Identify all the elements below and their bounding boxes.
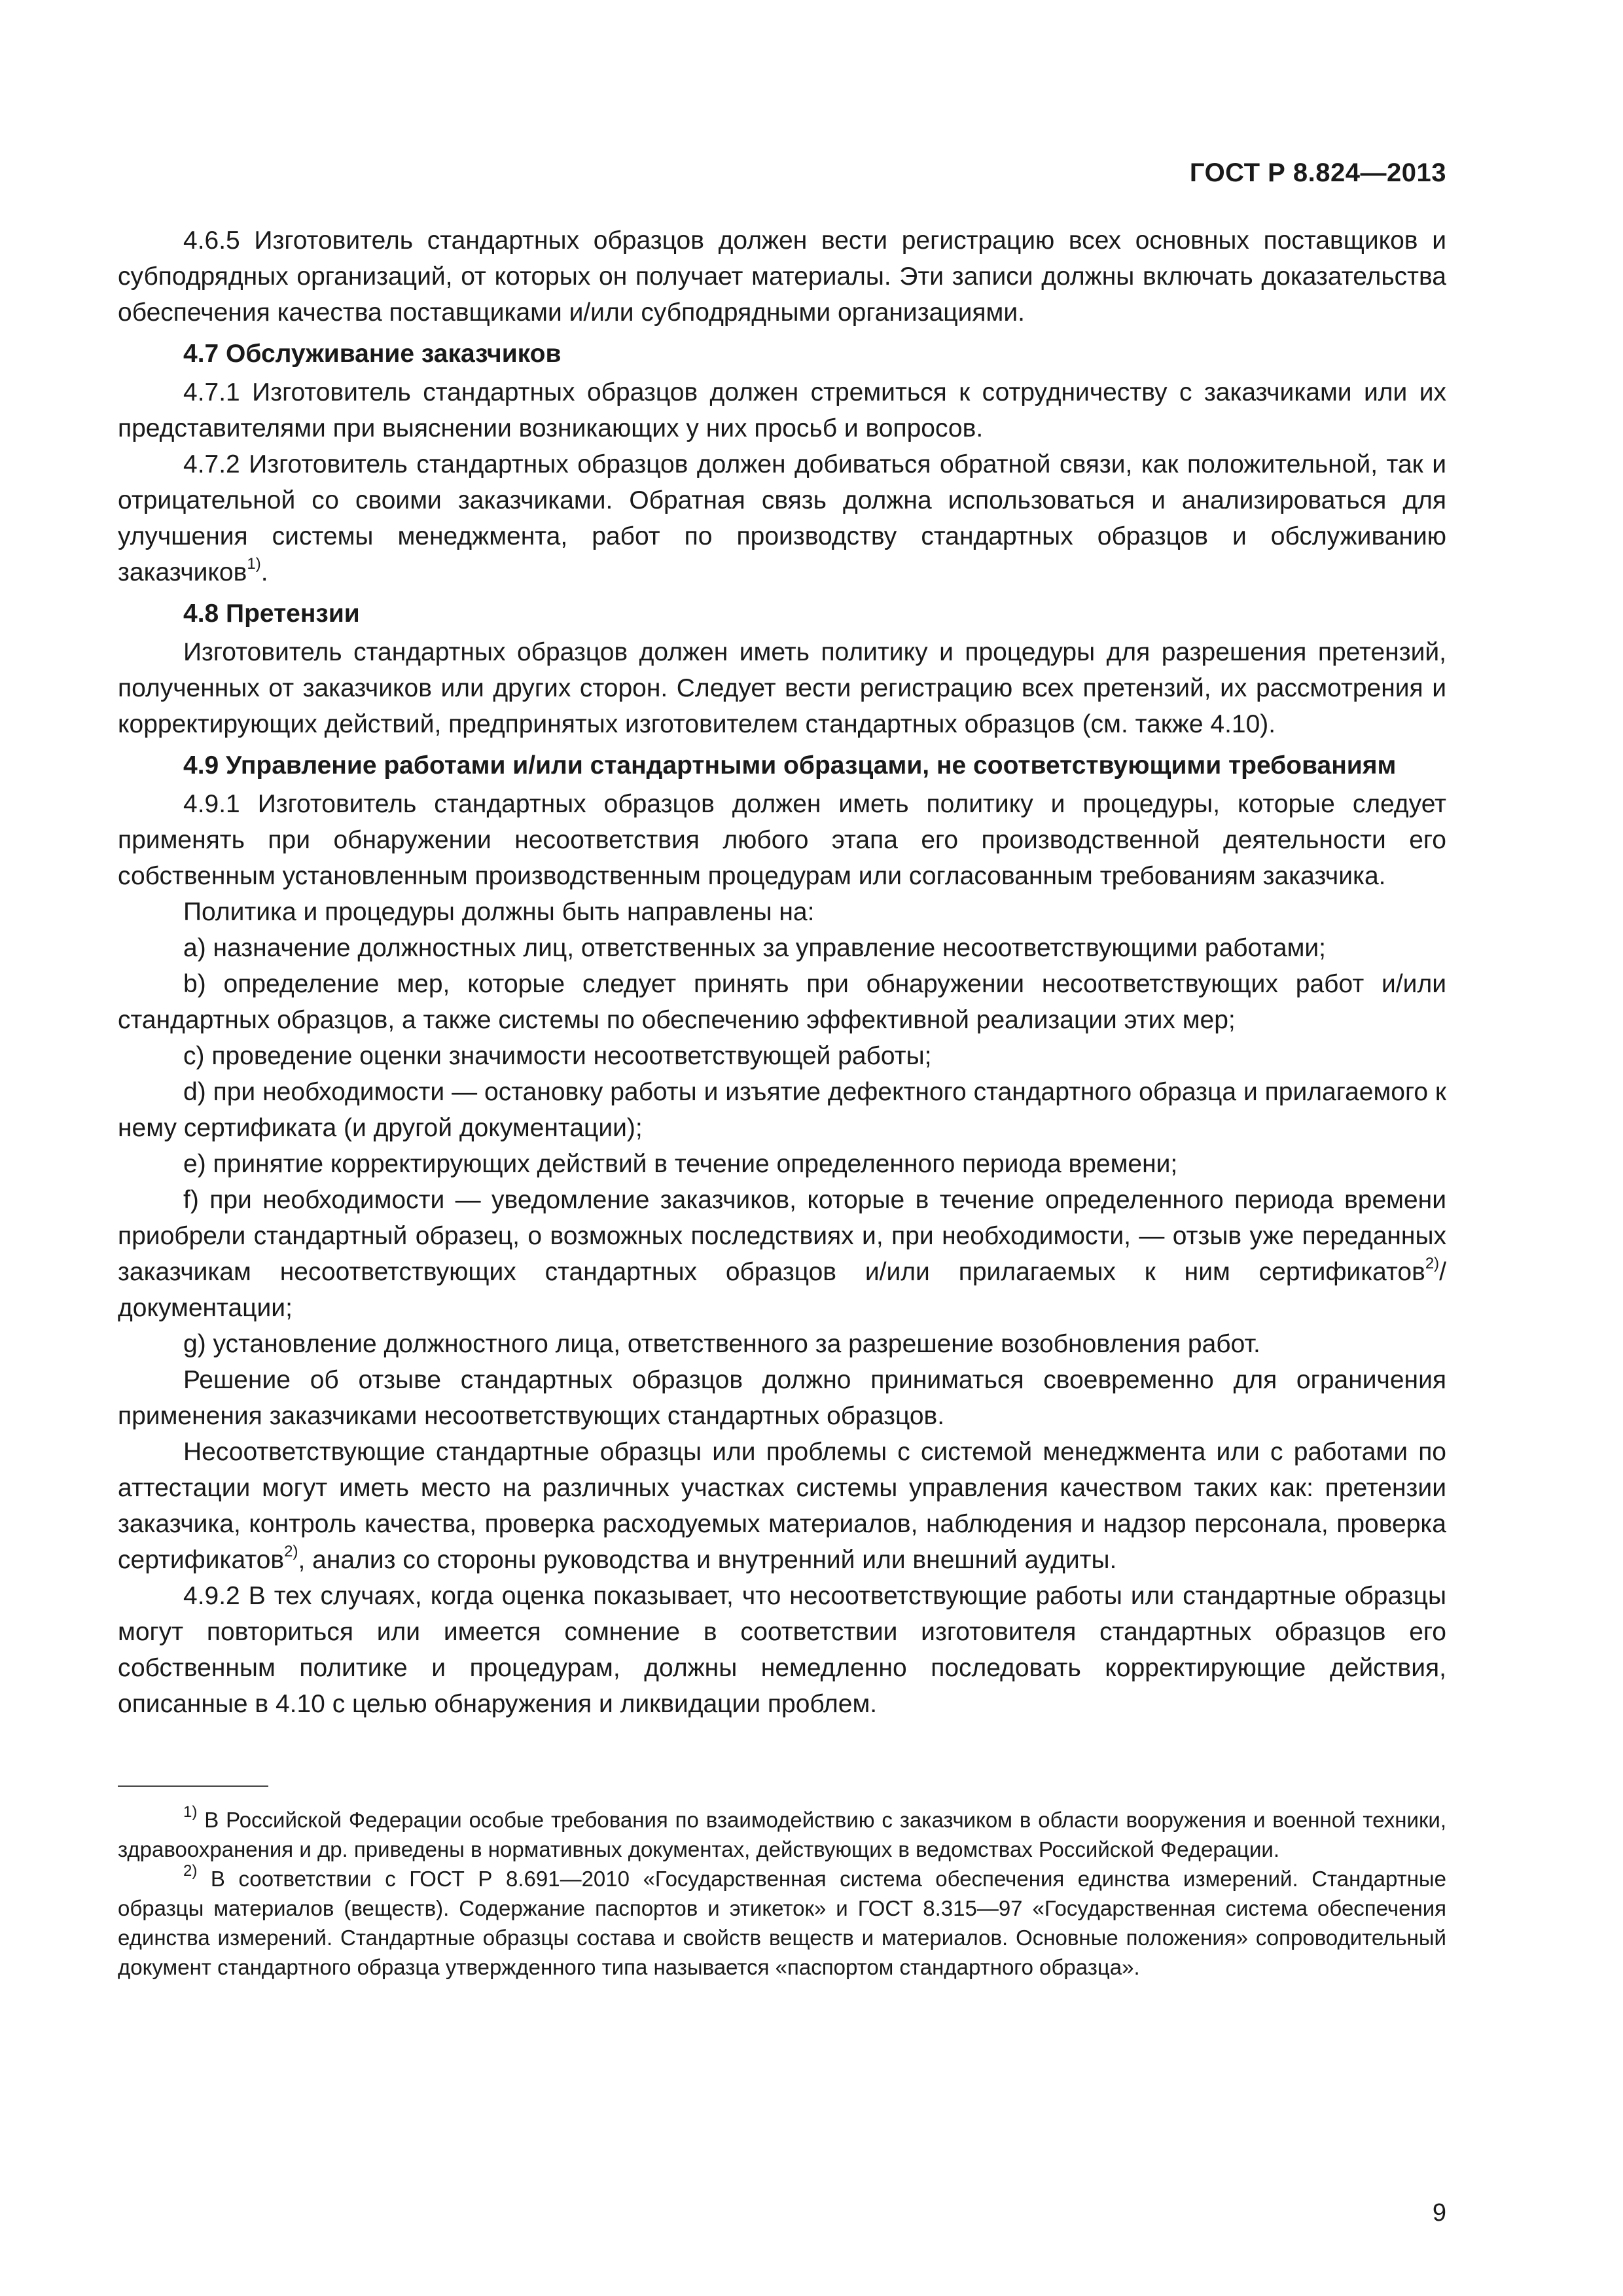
section-heading-4-8: 4.8 Претензии [183, 600, 360, 628]
paragraph-nonconformity [118, 1434, 1446, 1578]
list-item-f-end: /документации; [118, 1258, 1446, 1322]
section-heading-4-9: 4.9 Управление работами и/или стандартными образцами, не соответствующими требованиям [183, 751, 1397, 780]
footnote-ref-2: 2) [1425, 1255, 1440, 1272]
paragraph-4-9-1: 4.9.1 Изготовитель стандартных образцов должен иметь политику и процедуры, которые следует применять при обнаружении несоответствия любого этапа его производственной деятельности его собственным установленным производственным процедурам или согласованным требованиям заказчика. [118, 790, 1446, 890]
list-item-f-text: f) при необходимости — уведомление заказчиков, которые в течение определенного периода времени приобрели стандартный образец, о возможных последствиях и, при необходимости, — отзыв уже переданных заказчикам несоответствующих стандартных образцов и/или прилагаемых к ним сертификатов [118, 1186, 1446, 1286]
paragraph-4-7-1: 4.7.1 Изготовитель стандартных образцов должен стремиться к сотрудничеству с заказчиками или их представителями при выяснении возникающих у них просьб и вопросов. [118, 378, 1446, 442]
footnote-ref-2b: 2) [284, 1543, 298, 1560]
document-header: ГОСТ Р 8.824—2013 [1189, 158, 1446, 187]
paragraph-4-7-2-end: . [260, 558, 268, 586]
list-item-b: b) определение мер, которые следует принять при обнаружении несоответствующих работ и/или стандартных образцов, а также системы по обеспечению эффективной реализации этих мер; [118, 970, 1446, 1034]
footnote-divider [118, 1785, 268, 1787]
paragraph-nonconformity-end: , анализ со стороны руководства и внутренний или внешний аудиты. [298, 1546, 1117, 1574]
list-item-a: a) назначение должностных лиц, ответственных за управление несоответствующими работами; [183, 934, 1327, 962]
list-item-f [118, 1182, 1446, 1326]
list-item-e: e) принятие корректирующих действий в течение определенного периода времени; [183, 1150, 1178, 1178]
footnote-1-mark: 1) [183, 1803, 198, 1821]
main-content [118, 223, 1446, 1722]
list-item-d: d) при необходимости — остановку работы и изъятие дефектного стандартного образца и прилагаемого к нему сертификата (и другой документации); [118, 1078, 1446, 1142]
paragraph-nonconformity-text: Несоответствующие стандартные образцы или проблемы с системой менеджмента или с работами по аттестации могут иметь место на различных участках системы управления качеством таких как: претензии заказчика, контроль качества, проверка расходуемых материалов, наблюдения и надзор персонала, проверка сертификатов [118, 1438, 1446, 1574]
paragraph-recall: Решение об отзыве стандартных образцов должно приниматься своевременно для ограничения применения заказчиками несоответствующих стандартных образцов. [118, 1366, 1446, 1430]
footnote-1-text: В Российской Федерации особые требования по взаимодействию с заказчиком в области вооружения и военной техники, здравоохранения и др. приведены в нормативных документах, действующих в ведомствах Российской Федерации. [118, 1808, 1446, 1861]
page-number: 9 [1432, 2199, 1446, 2227]
paragraph-4-6-5: 4.6.5 Изготовитель стандартных образцов должен вести регистрацию всех основных поставщиков и субподрядных организаций, от которых он получает материалы. Эти записи должны включать доказательства обеспечения качества поставщиками и/или субподрядными организациями. [118, 226, 1446, 327]
section-heading-4-7: 4.7 Обслуживание заказчиков [183, 340, 562, 368]
list-item-c: c) проведение оценки значимости несоответствующей работы; [183, 1042, 932, 1070]
footnotes [118, 1805, 1446, 1982]
paragraph-4-7-2 [118, 446, 1446, 590]
footnote-2-mark: 2) [183, 1862, 198, 1880]
footnote-2-text: В соответствии с ГОСТ Р 8.691—2010 «Государственная система обеспечения единства измерений. Стандартные образцы материалов (веществ). Содержание паспортов и этикеток» и ГОСТ 8.315—97 «Государственная система обеспечения единства измерений. Стандартные образцы состава и свойств веществ и материалов. Основные положения» сопроводительный документ стандартного образца утвержденного типа называется «паспортом стандартного образца». [118, 1867, 1446, 1979]
paragraph-4-9-2: 4.9.2 В тех случаях, когда оценка показывает, что несоответствующие работы или стандартные образцы могут повториться или имеется сомнение в соответствии изготовителя стандартных образцов его собственным политике и процедурам, должны немедленно последовать корректирующие действия, описанные в 4.10 с целью обнаружения и ликвидации проблем. [118, 1582, 1446, 1718]
footnote-1 [118, 1805, 1446, 1864]
paragraph-policy: Политика и процедуры должны быть направлены на: [183, 898, 815, 926]
footnote-ref-1: 1) [247, 555, 261, 573]
paragraph-4-8: Изготовитель стандартных образцов должен иметь политику и процедуры для разрешения претензий, полученных от заказчиков или других сторон. Следует вести регистрацию всех претензий, их рассмотрения и корректирующих действий, предпринятых изготовителем стандартных образцов (см. также 4.10). [118, 638, 1446, 738]
paragraph-4-7-2-text: 4.7.2 Изготовитель стандартных образцов должен добиваться обратной связи, как положительной, так и отрицательной со своими заказчиками. Обратная связь должна использоваться и анализироваться для улучшения системы менеджмента, работ по производству стандартных образцов и обслуживанию заказчиков [118, 450, 1446, 586]
footnote-2 [118, 1864, 1446, 1982]
list-item-g: g) установление должностного лица, ответственного за разрешение возобновления работ. [183, 1330, 1260, 1358]
